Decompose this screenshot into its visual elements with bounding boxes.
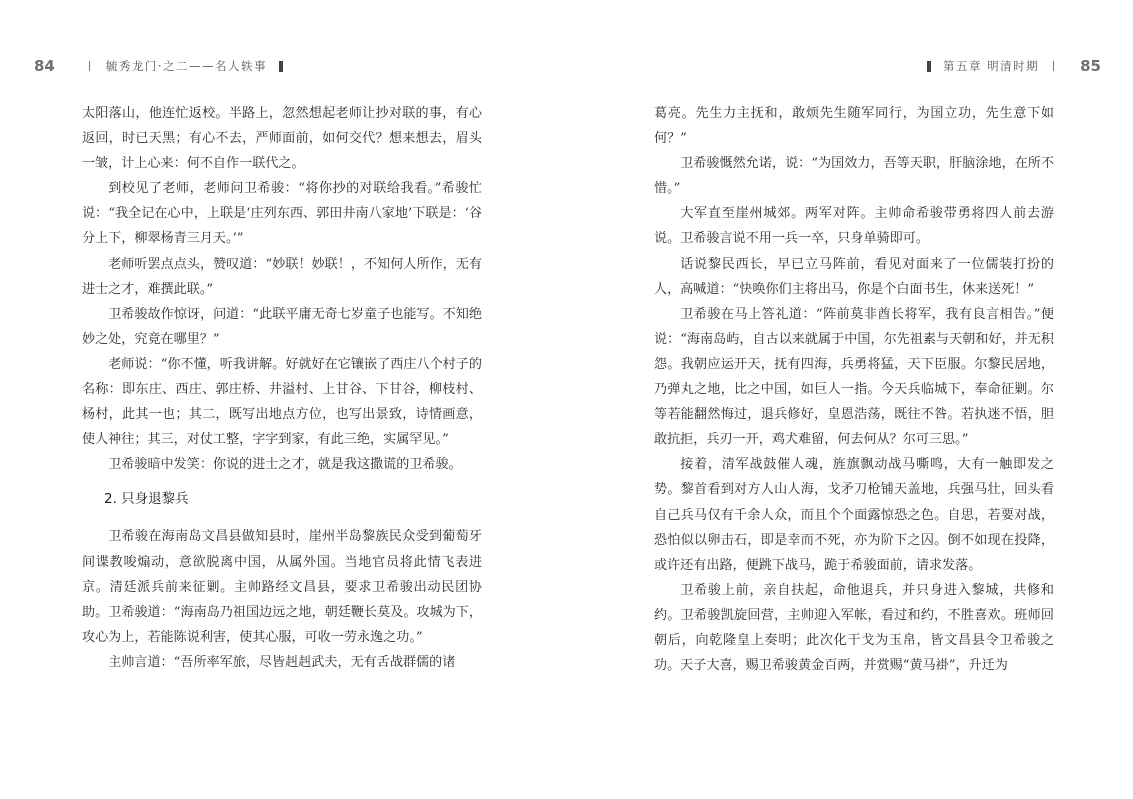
paragraph: 卫希骏在马上答礼道：“阵前莫非酋长将军，我有良言相告。”便说：“海南岛屿，自古以来就属于中国，尔先祖素与天朝和好，并无积怨。我朝应运开天，抚有四海，兵勇将猛，天下臣服。尔黎民居地，乃弹丸之地，比之中国，如巨人一指。今天兵临城下，奉命征剿。尔等若能翻然悔过，退兵修好，皇恩浩荡，既往不咎。若执迷不悟，胆敢抗拒，兵刃一开，鸡犬难留，何去何从？尔可三思。” <box>654 306 1054 448</box>
paragraph: 卫希骏上前，亲自扶起，命他退兵，并只身进入黎城，共修和约。卫希骏凯旋回营，主帅迎入军帐，看过和约，不胜喜欢。班师回朝后，向乾隆皇上奏明；此次化干戈为玉帛，皆文昌县令卫希骏之功。天子大喜，赐卫希骏黄金百两，并赏赐“黄马褂”，升迁为 <box>654 582 1054 674</box>
paragraph: 到校见了老师，老师问卫希骏：“将你抄的对联给我看。”希骏忙说：“我全记在心中，上联是‘庄列东西、郭田井南八家地’下联是：‘谷分上下，柳翠杨青三月天。’” <box>82 181 482 247</box>
section-heading: 2. 只身退黎兵 <box>104 491 189 508</box>
paragraph: 老师说：“你不懂，听我讲解。好就好在它镶嵌了西庄八个村子的名称：即东庄、西庄、郭庄桥、井溢村、上甘谷、下甘谷，柳枝村、杨村，此其一也；其二，既写出地点方位，也写出景致，诗情画意，使人神往；其三，对仗工整，字字到家，有此三绝，实属罕见。” <box>82 356 482 448</box>
left-paragraphs-before <box>82 101 482 477</box>
right-running-head: 第五章 明清时期 <box>942 59 1040 73</box>
paragraph: 卫希骏故作惊讶，问道：“此联平庸无奇七岁童子也能写。不知绝妙之处，究竟在哪里？” <box>82 306 482 347</box>
left-page <box>0 0 566 799</box>
paragraph: 卫希骏慨然允诺，说：“为国效力，吾等天职，肝脑涂地，在所不惜。” <box>654 156 1054 197</box>
left-page-header <box>34 56 283 76</box>
header-block-mark <box>927 61 931 72</box>
left-paragraphs-after <box>82 524 482 675</box>
left-page-body <box>82 101 482 675</box>
header-block-mark <box>279 61 283 72</box>
paragraph: 老师听罢点点头，赞叹道：“妙联！妙联！，不知何人所作，无有进士之才，难撰此联。” <box>82 256 482 297</box>
left-running-head: 毓秀龙门·之二——名人轶事 <box>105 59 268 73</box>
paragraph: 卫希骏暗中发笑：你说的进士之才，就是我这撒谎的卫希骏。 <box>108 457 462 473</box>
paragraph: 葛亮。先生力主抚和，敢烦先生随军同行，为国立功，先生意下如何？” <box>654 106 1054 147</box>
paragraph: 大军直至崖州城郊。两军对阵。主帅命希骏带勇将四人前去游说。卫希骏言说不用一兵一卒，只身单骑即可。 <box>654 206 1054 247</box>
paragraph: 主帅言道：“吾所率军旅，尽皆赳赳武夫，无有舌战群儒的诸 <box>108 654 456 670</box>
right-page-header <box>927 56 1101 76</box>
right-page-number: 85 <box>1080 57 1101 75</box>
header-separator <box>1053 61 1054 71</box>
left-page-number: 84 <box>34 57 55 75</box>
header-separator <box>89 61 90 71</box>
paragraph: 话说黎民西长，早已立马阵前，看见对面来了一位儒装打扮的人，高喊道：“快唤你们主将出马，你是个白面书生，休来送死！” <box>654 256 1054 297</box>
right-page-body <box>654 101 1054 678</box>
paragraph: 接着，清军战鼓催人魂，旌旗飘动战马嘶鸣，大有一触即发之势。黎首看到对方人山人海，戈矛刀枪铺天盖地，兵强马壮，回头看自己兵马仅有千余人众，而且个个面露惊恐之色。自思，若要对战，恐怕似以卵击石，即是幸而不死，亦为阶下之囚。倒不如现在投降，或许还有出路，便跳下战马，跪于希骏面前，请求发落。 <box>654 457 1054 573</box>
right-page <box>566 0 1133 799</box>
paragraph: 太阳落山，他连忙返校。半路上，忽然想起老师让抄对联的事，有心返回，时已天黑；有心不去，严师面前，如何交代？想来想去，眉头一皱，计上心来：何不自作一联代之。 <box>82 106 482 172</box>
paragraph: 卫希骏在海南岛文昌县做知县时，崖州半岛黎族民众受到葡萄牙间谍教唆煽动，意欲脱离中国，从属外国。当地官员将此情飞表进京。清廷派兵前来征剿。主帅路经文昌县，要求卫希骏出动民团协助。卫希骏道：“海南岛乃祖国边远之地，朝廷鞭长莫及。攻城为下，攻心为上，若能陈说利害，使其心服，可收一劳永逸之功。” <box>82 529 482 645</box>
right-paragraphs <box>654 101 1054 678</box>
